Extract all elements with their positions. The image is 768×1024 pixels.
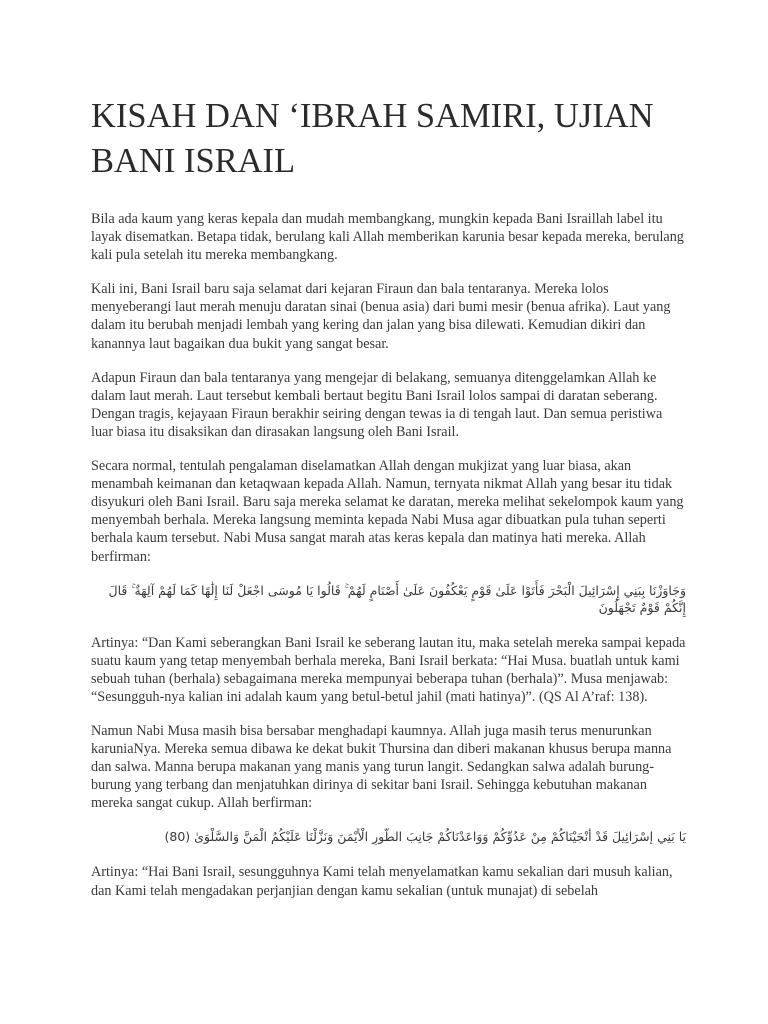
translation-2: Artinya: “Hai Bani Israil, sesungguhnya Kami telah menyelamatkan kamu sekalian dari musuh kalian, dan Kami telah mengadakan perjanjian dengan kamu sekalian (untuk munajat) di sebelah — [91, 864, 673, 899]
article-body — [91, 210, 686, 916]
article-title: KISAH DAN ‘IBRAH SAMIRI, UJIAN BANI ISRAIL — [91, 97, 654, 180]
paragraph-2: Kali ini, Bani Israil baru saja selamat dari kejaran Firaun dan bala tentaranya. Mereka lolos menyeberangi laut merah menuju daratan sinai (benua asia) dari bumi mesir (benua afrika). Laut yang dalam itu berubah menjadi lembah yang kering dan jalan yang bisa dilewati. Kemudian dikiri dan kanannya laut bagaikan dua bukit yang sangat besar. — [91, 281, 671, 352]
translation-1: Artinya: “Dan Kami seberangkan Bani Israil ke seberang lautan itu, maka setelah mereka sampai kepada suatu kaum yang tetap menyembah berhala mereka, Bani Israil berkata: “Hai Musa. buatlah untuk kami sebuah tuhan (berhala) sebagaimana mereka mempunyai beberapa tuhan (berhala)”. Musa menjawab: “Sesungguh-nya kalian ini adalah kaum yang betul-betul jahil (mati hatinya)”. (QS Al A’raf: 138). — [91, 634, 686, 705]
arabic-verse-2: يَا بَنِي إِسْرَائِيلَ قَدْ أَنْجَيْنَاكُمْ مِنْ عَدُوِّكُمْ وَوَاعَدْنَاكُمْ جَانِبَ الطُّورِ الْأَيْمَنَ وَنَزَّلْنَا عَلَيْكُمُ الْمَنَّ وَالسَّلْوَىٰ (80) — [164, 829, 686, 845]
paragraph-5: Namun Nabi Musa masih bisa bersabar menghadapi kaumnya. Allah juga masih terus menurunkan karuniaNya. Mereka semua dibawa ke dekat bukit Thursina dan diberi makanan khusus berupa manna dan salwa. Manna berupa makanan yang manis yang turun langit. Sedangkan salwa adalah burung-burung yang terbang dan menjatuhkan dirinya di sekitar bani Israil. Sehingga kebutuhan makanan mereka sangat cukup. Allah berfirman: — [91, 722, 672, 812]
arabic-verse-1: وَجَاوَزْنَا بِبَنِي إِسْرَائِيلَ الْبَحْرَ فَأَتَوْا عَلَىٰ قَوْمٍ يَعْكُفُونَ عَلَىٰ أَصْنَامٍ لَهُمْ ۚ قَالُوا يَا مُوسَى اجْعَلْ لَنَا إِلَٰهًا كَمَا لَهُمْ آلِهَةٌ ۚ قَالَ إِنَّكُمْ قَوْمٌ تَجْهَلُونَ — [108, 582, 686, 615]
paragraph-4: Secara normal, tentulah pengalaman diselamatkan Allah dengan mukjizat yang luar biasa, akan menambah keimanan dan ketaqwaan kepada Allah. Namun, ternyata nikmat Allah yang besar itu tidak disyukuri oleh Bani Israil. Baru saja mereka selamat ke daratan, mereka melihat sekelompok kaum yang menyembah berhala. Mereka langsung meminta kepada Nabi Musa agar dibuatkan pula tuhan seperti berhala kaum tersebut. Nabi Musa sangat marah atas keras kepala dan matinya hati mereka. Allah berfirman: — [91, 458, 684, 565]
paragraph-3: Adapun Firaun dan bala tentaranya yang mengejar di belakang, semuanya ditenggelamkan Allah ke dalam laut merah. Laut tersebut kembali bertaut begitu Bani Israil lolos sampai di daratan seberang. Dengan tragis, kejayaan Firaun berakhir seiring dengan tewas ia di tengah laut. Dan semua peristiwa luar biasa itu disaksikan dan dirasakan langsung oleh Bani Israil. — [91, 369, 663, 440]
paragraph-1: Bila ada kaum yang keras kepala dan mudah membangkang, mungkin kepada Bani Israillah label itu layak disematkan. Betapa tidak, berulang kali Allah memberikan karunia besar kepada mereka, berulang kali pula setelah itu mereka membangkang. — [91, 211, 684, 264]
